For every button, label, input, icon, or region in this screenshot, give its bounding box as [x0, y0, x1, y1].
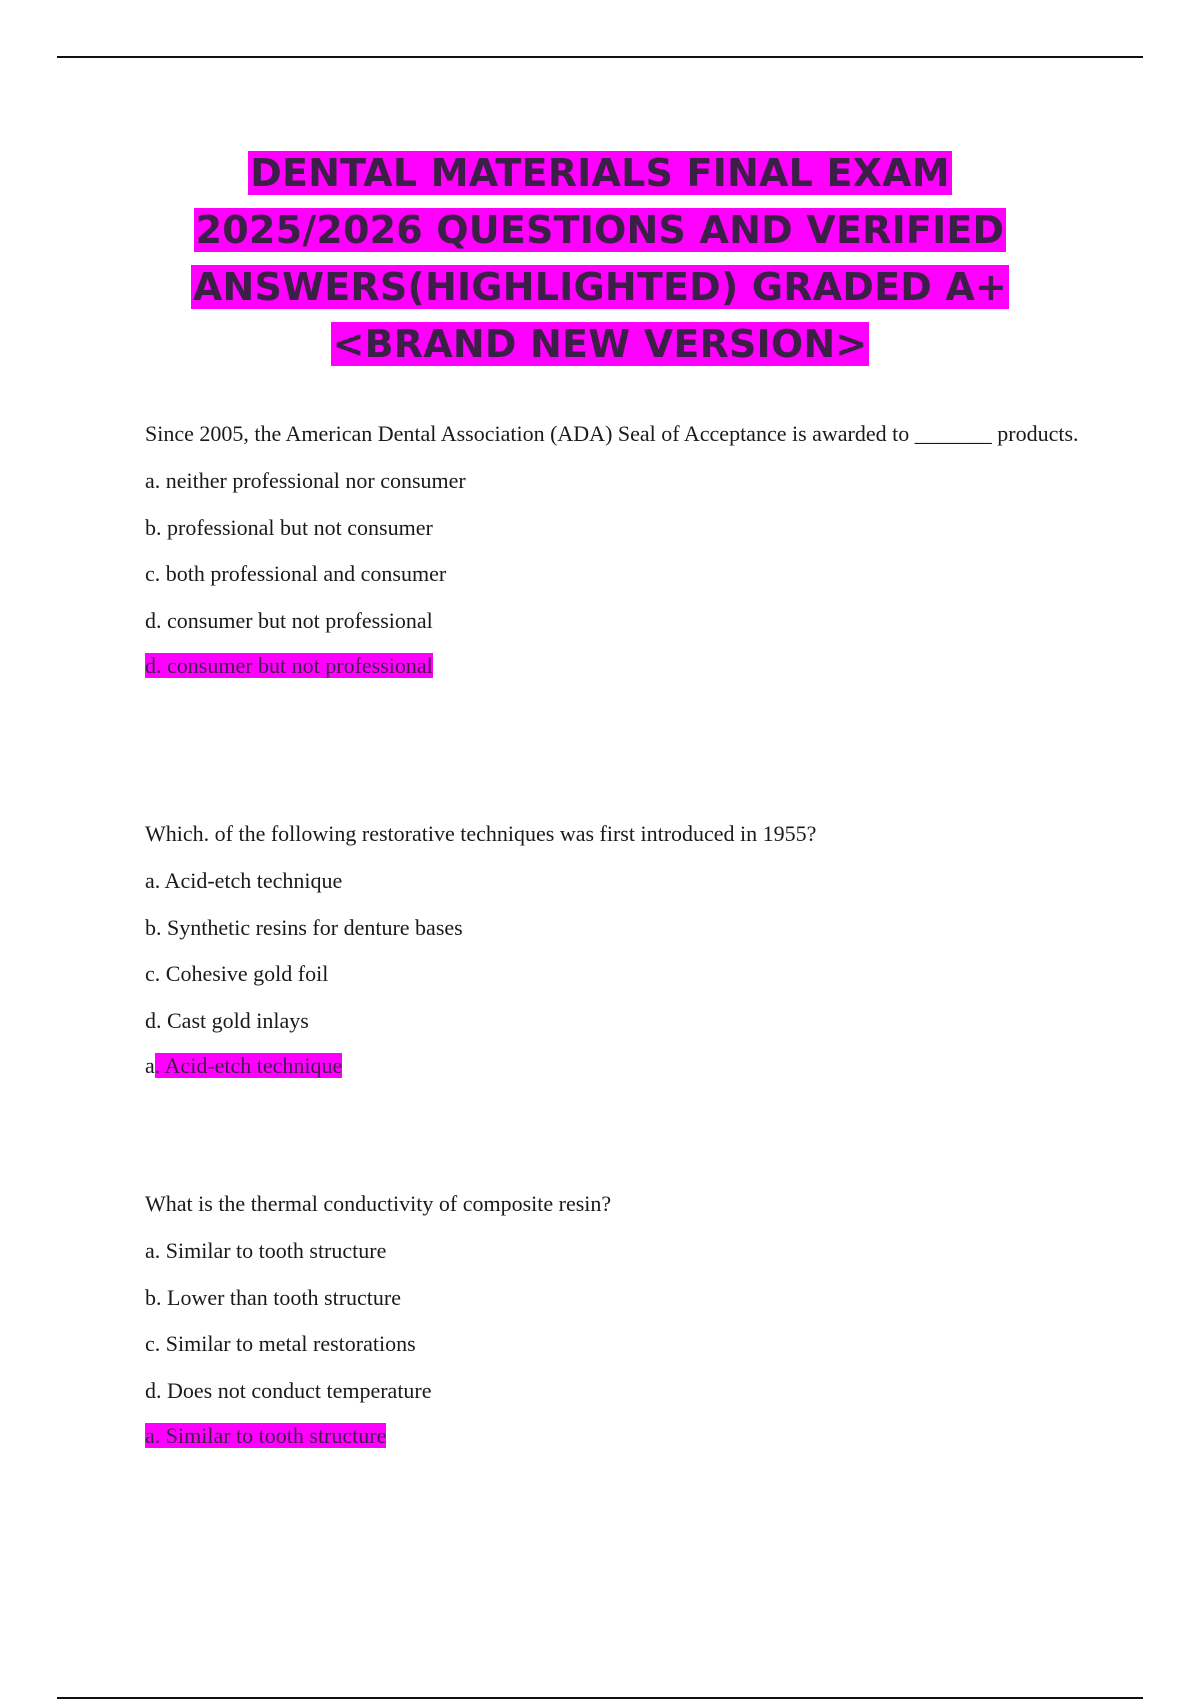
- highlighted-answer: a. Similar to tooth structure: [145, 1423, 387, 1448]
- answer-option: c. Similar to metal restorations: [145, 1331, 416, 1356]
- answer-option: d. Cast gold inlays: [145, 1007, 309, 1033]
- answer-option: a. Similar to tooth structure: [145, 1238, 387, 1263]
- bottom-divider: [57, 1697, 1143, 1699]
- title-line: DENTAL MATERIALS FINAL EXAM: [250, 151, 950, 195]
- question-text: Since 2005, the American Dental Association (ADA) Seal of Acceptance is awarded to _______ products.: [145, 421, 1079, 446]
- answer-option: b. Lower than tooth structure: [145, 1284, 401, 1310]
- answer-option: d. consumer but not professional: [145, 607, 433, 633]
- answer-option: c. Cohesive gold foil: [145, 961, 329, 986]
- title-line: 2025/2026 QUESTIONS AND VERIFIED: [195, 208, 1005, 252]
- question-block: [145, 818, 1085, 1081]
- highlighted-answer: d. consumer but not professional: [145, 653, 433, 678]
- highlighted-answer: a. Acid-etch technique: [145, 1053, 343, 1078]
- answer-option: a. neither professional nor consumer: [145, 468, 466, 493]
- answer-option: a. Acid-etch technique: [145, 868, 343, 893]
- answer-option: b. Synthetic resins for denture bases: [145, 914, 463, 940]
- question-block: [145, 418, 1085, 681]
- answer-option: b. professional but not consumer: [145, 514, 433, 540]
- document-title: [100, 145, 1100, 373]
- question-text: What is the thermal conductivity of composite resin?: [145, 1191, 612, 1216]
- question-text: Which. of the following restorative techniques was first introduced in 1955?: [145, 821, 817, 846]
- title-line: ANSWERS(HIGHLIGHTED) GRADED A+: [192, 265, 1008, 309]
- answer-option: c. both professional and consumer: [145, 561, 447, 586]
- top-divider: [57, 56, 1143, 58]
- question-block: [145, 1188, 1085, 1451]
- title-line: <BRAND NEW VERSION>: [332, 322, 868, 366]
- answer-option: d. Does not conduct temperature: [145, 1377, 432, 1403]
